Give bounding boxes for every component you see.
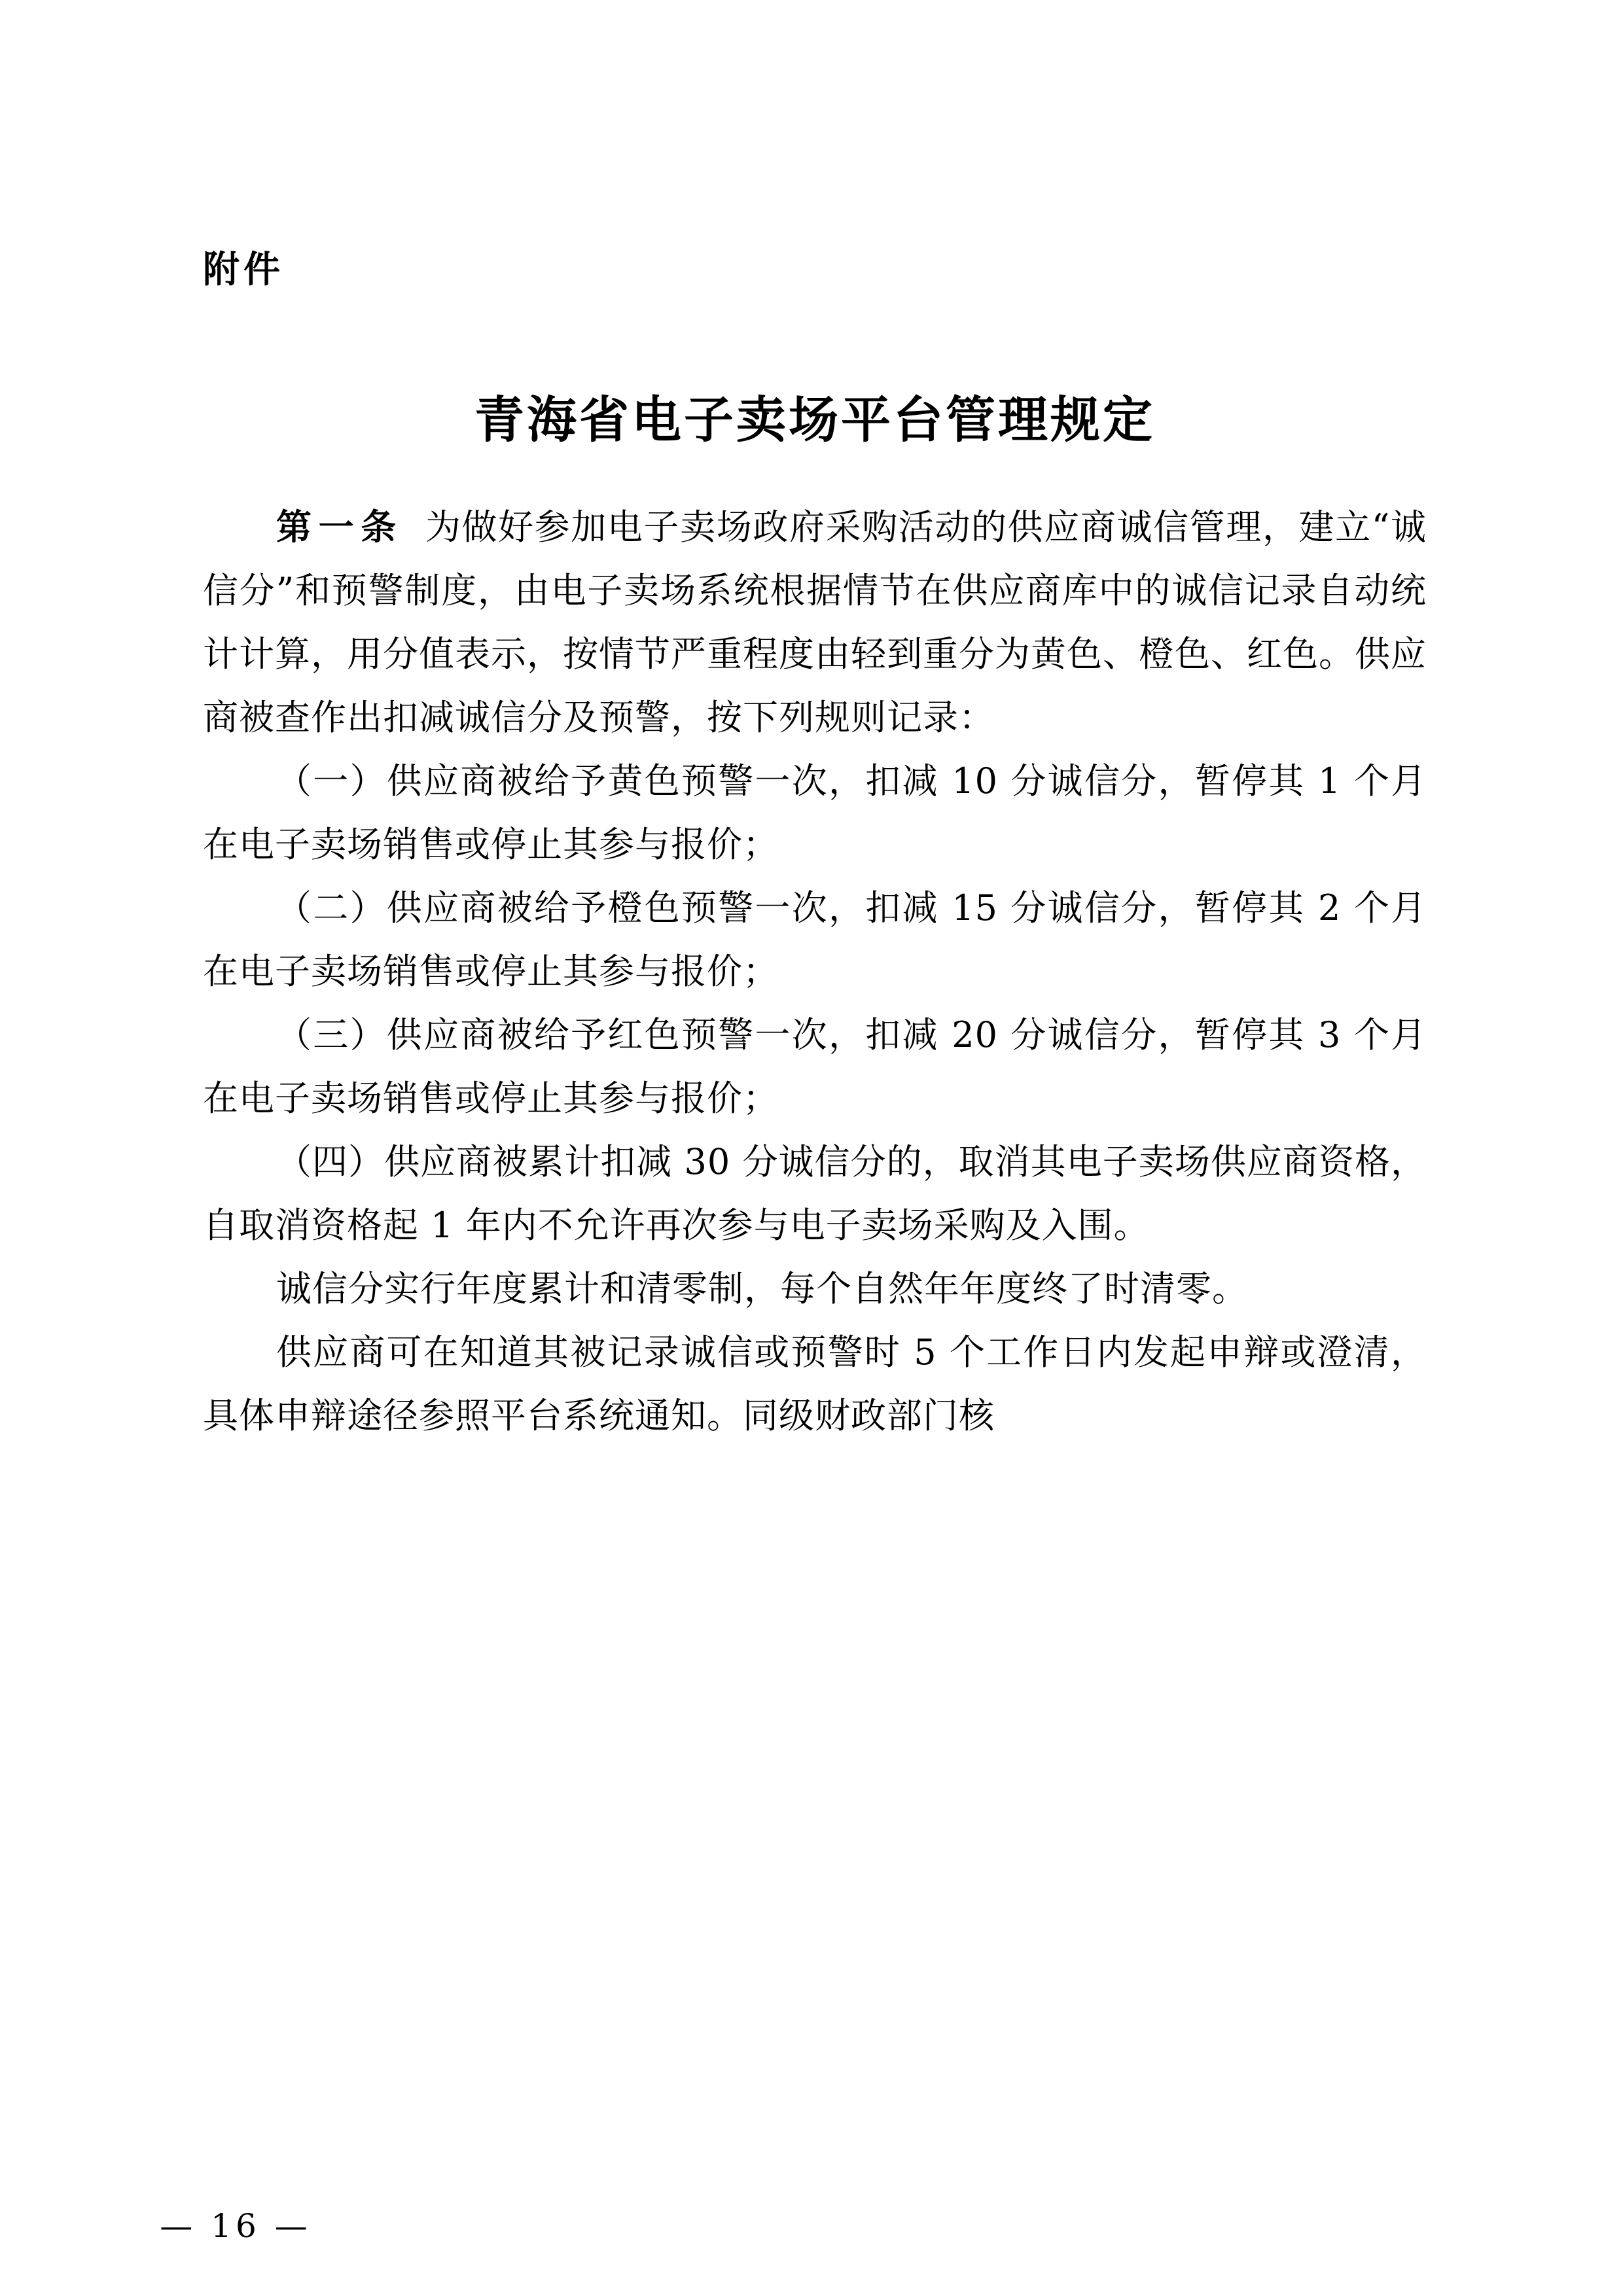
paragraph-item-4: （四）供应商被累计扣减 30 分诚信分的，取消其电子卖场供应商资格，自取消资格起 1 年内不允许再次参与电子卖场采购及入围。 (203, 1141, 1427, 1246)
body-text (203, 495, 1427, 1447)
paragraph-text: 为做好参加电子卖场政府采购活动的供应商诚信管理，建立“诚信分”和预警制度，由电子卖场系统根据情节在供应商库中的诚信记录自动统计计算，用分值表示，按情节严重程度由轻到重分为黄色、橙色、红色。供应商被查作出扣减诚信分及预警，按下列规则记录： (203, 506, 1427, 739)
page-content (203, 0, 1427, 1447)
paragraph-annual-reset: 诚信分实行年度累计和清零制，每个自然年年度终了时清零。 (276, 1268, 1248, 1310)
article-number-label: 第一条 (276, 506, 403, 548)
page-number-footer (0, 2207, 1623, 2245)
paragraph-item-2: （二）供应商被给予橙色预警一次，扣减 15 分诚信分，暂停其 2 个月在电子卖场销售或停止其参与报价； (203, 887, 1427, 993)
paragraph-item-1: （一）供应商被给予黄色预警一次，扣减 10 分诚信分，暂停其 1 个月在电子卖场销售或停止其参与报价； (203, 760, 1427, 866)
attachment-label: 附件 (203, 249, 284, 291)
paragraph-appeal: 供应商可在知道其被记录诚信或预警时 5 个工作日内发起申辩或澄清，具体申辩途径参照平台系统通知。同级财政部门核 (203, 1332, 1427, 1437)
page-number-value: — 16 — (160, 2207, 312, 2245)
paragraph-article-one (203, 495, 1427, 749)
page-title: 青海省电子卖场平台管理规定 (474, 391, 1155, 449)
paragraph-item-3: （三）供应商被给予红色预警一次，扣减 20 分诚信分，暂停其 3 个月在电子卖场销售或停止其参与报价； (203, 1014, 1427, 1120)
